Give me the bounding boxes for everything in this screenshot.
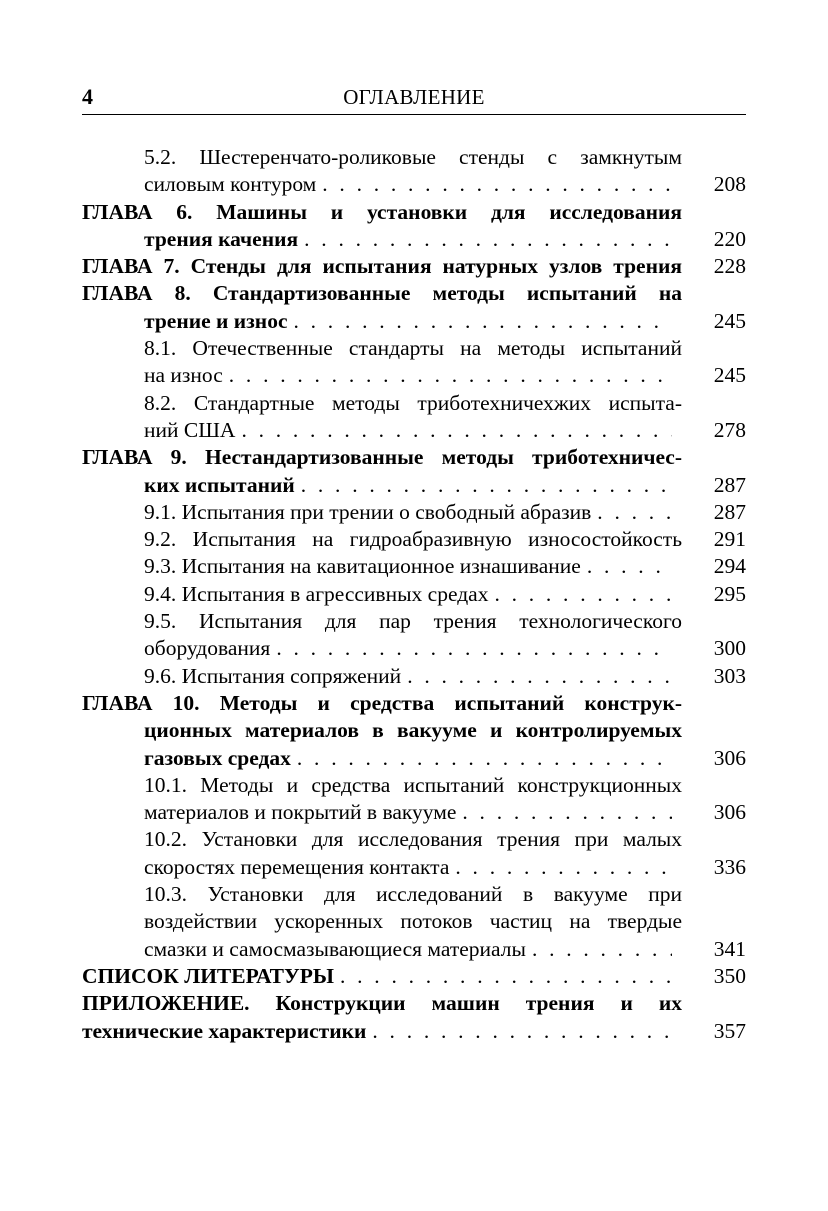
toc-entry-appendix[interactable] <box>82 990 746 1045</box>
toc-entry-text: ний США <box>144 417 236 442</box>
toc-page-number: 291 <box>713 527 746 552</box>
toc-page-number: 306 <box>713 800 746 825</box>
toc-entry-text: скоростях перемещения контакта <box>144 854 450 879</box>
toc-entry-chapter-6[interactable] <box>82 199 746 254</box>
dot-leader <box>241 417 672 444</box>
toc-entry-text: 10.3. Установки для исследований в вакууме при <box>144 882 682 907</box>
toc-page-number: 287 <box>713 499 746 524</box>
page-header <box>82 84 746 115</box>
toc-page-number: 228 <box>713 254 746 279</box>
toc-entry-9-5[interactable] <box>144 608 746 663</box>
table-of-contents <box>82 144 746 1045</box>
toc-page-number: 278 <box>713 417 746 442</box>
toc-entry-text: силовым контуром <box>144 172 317 197</box>
toc-entry-text: 5.2. Шестеренчато-роликовые стенды с замкнутым <box>144 145 682 169</box>
toc-entry-9-4[interactable] <box>144 581 746 608</box>
dot-leader <box>494 581 672 608</box>
toc-entry-text: 10.1. Методы и средства испытаний конструкционных <box>144 772 682 797</box>
toc-entry-text: 8.1. Отечественные стандарты на методы испытаний <box>144 336 682 361</box>
toc-entry-9-6[interactable] <box>144 663 746 690</box>
dot-leader <box>462 799 672 826</box>
page-number: 4 <box>82 84 93 109</box>
toc-entry-bibliography[interactable] <box>82 963 746 990</box>
dot-leader <box>294 308 673 335</box>
toc-entry-9-2[interactable] <box>144 526 746 553</box>
toc-entry-text: СПИСОК ЛИТЕРАТУРЫ <box>82 963 334 988</box>
toc-entry-text: газовых средах <box>144 745 291 770</box>
toc-page-number: 245 <box>713 308 746 333</box>
toc-entry-chapter-7[interactable] <box>82 253 746 280</box>
toc-entry-text: ких испытаний <box>144 472 295 497</box>
toc-page-number: 341 <box>713 936 746 961</box>
toc-page-number: 245 <box>713 363 746 388</box>
dot-leader <box>297 745 672 772</box>
dot-leader <box>587 553 672 580</box>
toc-page-number: 287 <box>713 472 746 497</box>
dot-leader <box>276 635 672 662</box>
toc-page-number: 350 <box>713 963 746 988</box>
toc-page-number: 294 <box>713 554 746 579</box>
toc-entry-text: 9.2. Испытания на гидроабразивную износостойкость <box>144 527 682 552</box>
toc-entry-text: 9.6. Испытания сопряжений <box>144 663 402 688</box>
toc-entry-text: оборудования <box>144 636 271 661</box>
dot-leader <box>304 226 672 253</box>
dot-leader <box>597 499 672 526</box>
toc-entry-text: ПРИЛОЖЕНИЕ. Конструкции машин трения и их <box>82 991 682 1016</box>
dot-leader <box>372 1018 672 1045</box>
toc-page-number: 208 <box>713 172 746 197</box>
toc-page-number: 300 <box>713 636 746 661</box>
toc-entry-text: ГЛАВА 9. Нестандартизованные методы триботехничес- <box>82 445 682 470</box>
dot-leader <box>322 171 672 198</box>
toc-entry-text: 9.1. Испытания при трении о свободный абразив <box>144 499 592 524</box>
dot-leader <box>301 472 672 499</box>
toc-entry-text: 9.4. Испытания в агрессивных средах <box>144 581 489 606</box>
toc-entry-10-2[interactable] <box>144 826 746 881</box>
toc-entry-text: технические характеристики <box>82 1018 367 1043</box>
dot-leader <box>455 854 672 881</box>
toc-entry-text: ГЛАВА 10. Методы и средства испытаний конструк- <box>82 690 682 715</box>
dot-leader <box>407 663 672 690</box>
toc-page-number: 336 <box>713 854 746 879</box>
dot-leader <box>532 936 672 963</box>
toc-entry-text: ГЛАВА 7. Стенды для испытания натурных узлов трения <box>82 254 682 279</box>
toc-entry-text: 9.3. Испытания на кавитационное изнашивание <box>144 554 581 579</box>
toc-entry-text: материалов и покрытий в вакууме <box>144 800 457 825</box>
toc-entry-text: смазки и самосмазывающиеся материалы <box>144 936 526 961</box>
toc-entry-text: ГЛАВА 6. Машины и установки для исследования <box>82 199 682 224</box>
toc-page-number: 220 <box>713 226 746 251</box>
toc-entry-8-1[interactable] <box>144 335 746 390</box>
toc-entry-text: 10.2. Установки для исследования трения при малых <box>144 827 682 852</box>
toc-entry-chapter-8[interactable] <box>82 280 746 335</box>
toc-entry-text: 9.5. Испытания для пар трения технологического <box>144 609 682 634</box>
toc-entry-text: ционных материалов в вакууме и контролируемых <box>144 718 682 743</box>
toc-page-number: 306 <box>713 745 746 770</box>
toc-entry-9-3[interactable] <box>144 553 746 580</box>
toc-entry-10-3[interactable] <box>144 881 746 963</box>
toc-page-number: 357 <box>713 1018 746 1043</box>
toc-page-number: 303 <box>713 663 746 688</box>
toc-page-number: 295 <box>713 581 746 606</box>
dot-leader <box>340 963 672 990</box>
toc-entry-10-1[interactable] <box>144 772 746 827</box>
toc-entry-text: ГЛАВА 8. Стандартизованные методы испытаний на <box>82 281 682 306</box>
toc-entry-8-2[interactable] <box>144 390 746 445</box>
toc-entry-text: 8.2. Стандартные методы триботехничехжих испыта- <box>144 390 682 415</box>
toc-entry-chapter-9[interactable] <box>82 444 746 499</box>
toc-entry-text: на износ <box>144 363 223 388</box>
toc-entry-5-2[interactable] <box>144 144 746 199</box>
toc-entry-9-1[interactable] <box>144 499 746 526</box>
dot-leader <box>229 362 672 389</box>
toc-entry-chapter-10[interactable] <box>82 690 746 772</box>
toc-entry-text: трение и износ <box>144 308 288 333</box>
toc-entry-text: трения качения <box>144 226 299 251</box>
running-title: ОГЛАВЛЕНИЕ <box>343 85 485 109</box>
toc-entry-text: воздействии ускоренных потоков частиц на твердые <box>144 909 682 934</box>
